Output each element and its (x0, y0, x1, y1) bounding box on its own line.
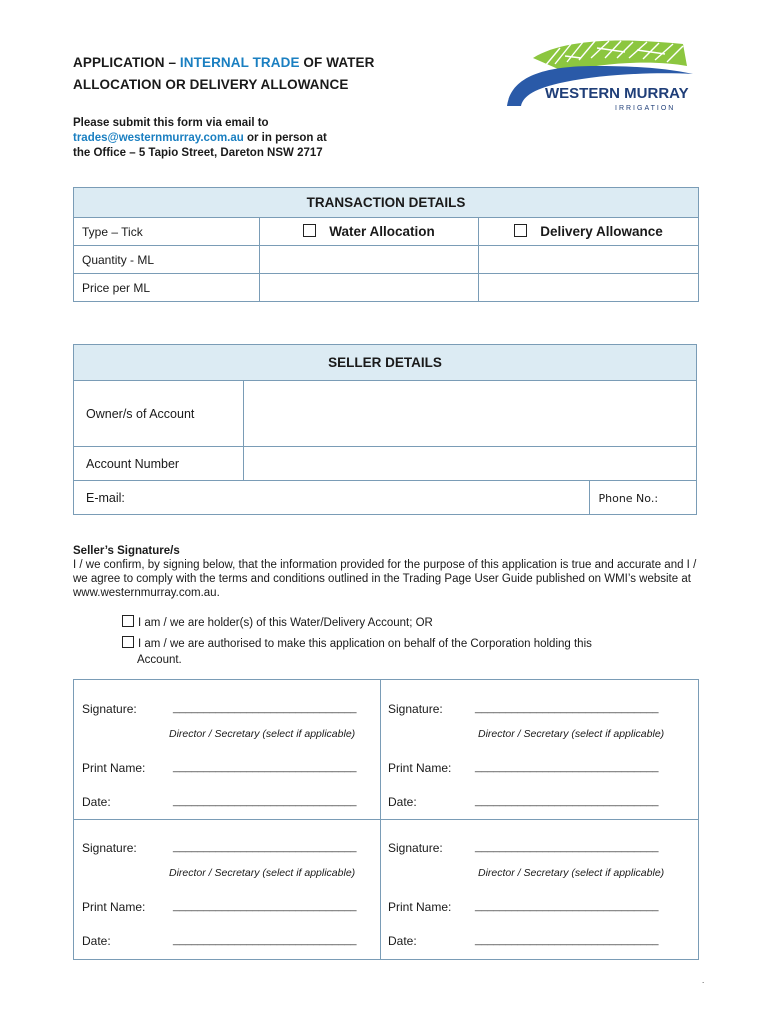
signature-row-divider (74, 819, 698, 820)
email-label: E-mail: (86, 490, 125, 505)
date-line[interactable]: ______________________________ (475, 934, 659, 946)
print-name-line[interactable]: ______________________________ (475, 900, 659, 912)
date-label: Date: (82, 795, 111, 809)
authorised-choice-line2: Account. (137, 654, 182, 666)
date-line[interactable]: ______________________________ (173, 934, 357, 946)
phone-field[interactable] (590, 481, 697, 515)
date-line[interactable]: ______________________________ (173, 795, 357, 807)
submission-instructions (73, 116, 327, 161)
signature-heading: Seller’s Signature/s (73, 545, 180, 557)
signature-line[interactable]: ______________________________ (475, 702, 659, 714)
email-field[interactable] (74, 481, 590, 515)
signature-grid (73, 679, 699, 960)
director-secretary-caption[interactable]: Director / Secretary (select if applicable) (478, 728, 665, 740)
account-number-field[interactable] (244, 447, 697, 481)
intro-line2: or in person at (243, 132, 327, 144)
holder-choice-label: I am / we are holder(s) of this Water/Delivery Account; OR (138, 617, 433, 629)
director-secretary-caption[interactable]: Director / Secretary (select if applicable) (478, 867, 665, 879)
date-label: Date: (388, 795, 417, 809)
transaction-details-table (73, 187, 699, 302)
title-prefix: APPLICATION – (73, 55, 180, 70)
signature-label: Signature: (388, 841, 443, 855)
price-label: Price per ML (74, 274, 260, 302)
signature-line[interactable]: ______________________________ (173, 702, 357, 714)
print-name-line[interactable]: ______________________________ (475, 761, 659, 773)
date-label: Date: (388, 934, 417, 948)
footer-mark: . (702, 976, 705, 985)
authorised-choice[interactable] (122, 636, 682, 652)
logo-name: WESTERN MURRAY (545, 85, 689, 102)
delivery-allowance-checkbox[interactable] (514, 224, 527, 237)
transaction-header: TRANSACTION DETAILS (74, 188, 699, 218)
intro-line3: the Office – 5 Tapio Street, Dareton NSW 2717 (73, 147, 323, 159)
signature-declaration (73, 544, 703, 600)
signature-label: Signature: (82, 702, 137, 716)
quantity-water-field[interactable] (260, 246, 479, 274)
form-title (73, 52, 374, 96)
signature-line[interactable]: ______________________________ (173, 841, 357, 853)
intro-line1: Please submit this form via email to (73, 117, 269, 129)
print-name-label: Print Name: (82, 761, 146, 775)
declaration-text: I / we confirm, by signing below, that the information provided for the purpose of this application is true and accurate and I / we agree to comply with the terms and conditions outlined in the Trading Page User Guide published on WMI’s website at www.westernmurray.com.au. (73, 559, 697, 599)
price-water-field[interactable] (260, 274, 479, 302)
signature-label: Signature: (82, 841, 137, 855)
seller-header: SELLER DETAILS (74, 345, 697, 381)
owner-label: Owner/s of Account (74, 381, 244, 447)
water-allocation-option[interactable] (260, 218, 479, 246)
email-link[interactable]: trades@westernmurray.com.au (73, 132, 244, 144)
authorised-checkbox[interactable] (122, 636, 134, 648)
water-allocation-checkbox[interactable] (303, 224, 316, 237)
seller-details-table (73, 344, 697, 515)
title-line2: ALLOCATION OR DELIVERY ALLOWANCE (73, 77, 349, 92)
delivery-allowance-option[interactable] (479, 218, 699, 246)
account-number-label: Account Number (74, 447, 244, 481)
quantity-label: Quantity - ML (74, 246, 260, 274)
print-name-label: Print Name: (388, 761, 452, 775)
print-name-label: Print Name: (82, 900, 146, 914)
holder-choice[interactable] (122, 615, 682, 631)
authority-choices (122, 615, 682, 668)
print-name-line[interactable]: ______________________________ (173, 900, 357, 912)
western-murray-logo (505, 36, 697, 116)
price-delivery-field[interactable] (479, 274, 699, 302)
water-allocation-label: Water Allocation (329, 223, 435, 239)
phone-label: Phone No.: (598, 491, 659, 505)
print-name-line[interactable]: ______________________________ (173, 761, 357, 773)
director-secretary-caption[interactable]: Director / Secretary (select if applicable) (169, 867, 356, 879)
delivery-allowance-label: Delivery Allowance (540, 223, 663, 239)
title-suffix: OF WATER (299, 55, 375, 70)
date-line[interactable]: ______________________________ (475, 795, 659, 807)
print-name-label: Print Name: (388, 900, 452, 914)
type-label: Type – Tick (74, 218, 260, 246)
owner-field[interactable] (244, 381, 697, 447)
holder-checkbox[interactable] (122, 615, 134, 627)
quantity-delivery-field[interactable] (479, 246, 699, 274)
logo-subtitle: IRRIGATION (615, 105, 676, 112)
authorised-choice-label: I am / we are authorised to make this application on behalf of the Corporation holding this (138, 638, 592, 650)
signature-label: Signature: (388, 702, 443, 716)
date-label: Date: (82, 934, 111, 948)
director-secretary-caption[interactable]: Director / Secretary (select if applicable) (169, 728, 356, 740)
title-accent: INTERNAL TRADE (179, 55, 300, 70)
signature-line[interactable]: ______________________________ (475, 841, 659, 853)
